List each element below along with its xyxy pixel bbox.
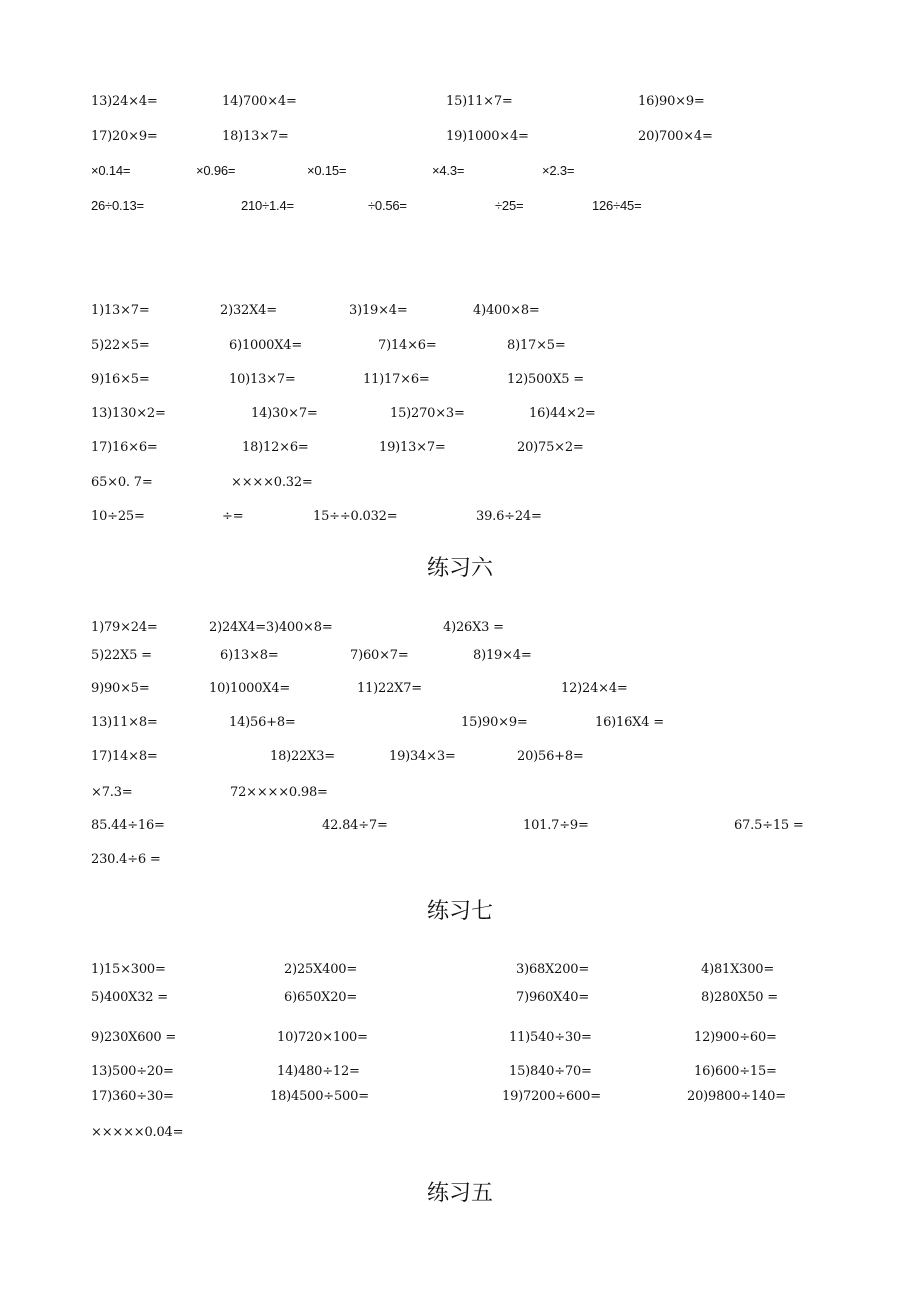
math-problem: 15)11×7=	[446, 94, 513, 109]
math-problem: 18)13×7=	[222, 129, 289, 144]
section-heading: 练习五	[426, 1181, 493, 1206]
math-problem: 17)360÷30=	[91, 1089, 174, 1104]
math-problem: 5)22×5=	[91, 338, 150, 353]
math-problem: 6)650X20=	[284, 990, 358, 1005]
problem-row	[0, 1121, 920, 1145]
math-problem: 4)26X3 =	[443, 620, 504, 635]
math-problem: ÷25=	[495, 198, 524, 213]
math-problem: 12)24×4=	[561, 681, 628, 696]
math-problem: ××××0.32=	[231, 475, 313, 490]
problem-row	[0, 125, 920, 149]
math-problem: 9)230X600 =	[91, 1030, 177, 1045]
math-problem: 17)20×9=	[91, 129, 158, 144]
math-problem: 18)22X3=	[270, 749, 335, 764]
math-problem: 6)1000X4=	[229, 338, 303, 353]
math-problem: 2)25X400=	[284, 962, 358, 977]
math-problem: 14)30×7=	[251, 406, 318, 421]
problem-row	[0, 781, 920, 805]
math-problem: 10÷25=	[91, 509, 145, 524]
problem-row	[0, 471, 920, 495]
math-problem: 16)90×9=	[638, 94, 705, 109]
math-problem: 3)19×4=	[349, 303, 408, 318]
math-problem: 8)17×5=	[507, 338, 566, 353]
math-problem: 15)840÷70=	[509, 1064, 592, 1079]
math-problem: 14)480÷12=	[277, 1064, 360, 1079]
math-problem: 2)32X4=	[220, 303, 277, 318]
math-problem: 39.6÷24=	[476, 509, 542, 524]
section-heading: 练习七	[426, 899, 493, 924]
math-problem: 20)700×4=	[638, 129, 713, 144]
problem-row	[0, 616, 920, 640]
math-problem: 14)56+8=	[229, 715, 296, 730]
math-problem: 12)500X5 =	[507, 372, 584, 387]
math-problem: 11)22X7=	[357, 681, 422, 696]
problem-row	[0, 677, 920, 701]
section-heading: 练习六	[426, 556, 493, 581]
math-problem: 18)12×6=	[242, 440, 309, 455]
problem-row	[0, 848, 920, 872]
problem-row	[0, 159, 920, 183]
math-problem: ÷0.56=	[368, 198, 407, 213]
problem-row	[0, 368, 920, 392]
problem-row	[0, 402, 920, 426]
problem-row	[0, 90, 920, 114]
math-problem: 85.44÷16=	[91, 818, 165, 833]
math-problem: 13)500÷20=	[91, 1064, 174, 1079]
math-problem: 101.7÷9=	[523, 818, 589, 833]
math-problem: 1)13×7=	[91, 303, 150, 318]
math-problem: 7)14×6=	[378, 338, 437, 353]
math-problem: 11)540÷30=	[509, 1030, 592, 1045]
math-problem: ÷=	[222, 509, 244, 524]
math-problem: 7)960X40=	[516, 990, 590, 1005]
math-problem: 12)900÷60=	[694, 1030, 777, 1045]
math-problem: 15)90×9=	[461, 715, 528, 730]
math-problem: 9)90×5=	[91, 681, 150, 696]
math-problem: 13)11×8=	[91, 715, 158, 730]
problem-row	[0, 1026, 920, 1050]
math-problem: 17)14×8=	[91, 749, 158, 764]
math-problem: 4)81X300=	[701, 962, 775, 977]
problem-row	[0, 745, 920, 769]
math-problem: 13)130×2=	[91, 406, 166, 421]
math-problem: 20)56+8=	[517, 749, 584, 764]
problem-row	[0, 334, 920, 358]
math-problem: 210÷1.4=	[241, 198, 294, 213]
math-problem: 4)400×8=	[473, 303, 540, 318]
math-problem: ×7.3=	[91, 785, 133, 800]
problem-row	[0, 299, 920, 323]
math-problem: 7)60×7=	[350, 648, 409, 663]
math-problem: 3)68X200=	[516, 962, 590, 977]
math-problem: 1)79×24=	[91, 620, 158, 635]
problem-row	[0, 958, 920, 982]
math-problem: 11)17×6=	[363, 372, 430, 387]
math-problem: 10)13×7=	[229, 372, 296, 387]
problem-row	[0, 814, 920, 838]
math-problem: ×0.14=	[91, 163, 131, 178]
math-problem: 16)600÷15=	[694, 1064, 777, 1079]
math-problem: 20)75×2=	[517, 440, 584, 455]
math-problem: ×××××0.04=	[91, 1125, 184, 1140]
problem-row	[0, 436, 920, 460]
math-problem: 8)19×4=	[473, 648, 532, 663]
math-problem: 6)13×8=	[220, 648, 279, 663]
problem-row	[0, 1060, 920, 1084]
math-problem: 9)16×5=	[91, 372, 150, 387]
math-problem: 19)7200÷600=	[502, 1089, 601, 1104]
math-problem: 13)24×4=	[91, 94, 158, 109]
math-problem: 42.84÷7=	[322, 818, 388, 833]
math-problem: 2)24X4=3)400×8=	[209, 620, 333, 635]
math-problem: 16)16X4 =	[595, 715, 664, 730]
problem-row	[0, 986, 920, 1010]
math-problem: 19)1000×4=	[446, 129, 529, 144]
math-problem: 15)270×3=	[390, 406, 465, 421]
math-problem: 5)400X32 =	[91, 990, 168, 1005]
math-problem: 1)15×300=	[91, 962, 166, 977]
math-problem: 10)1000X4=	[209, 681, 291, 696]
math-problem: 17)16×6=	[91, 440, 158, 455]
math-problem: 20)9800÷140=	[687, 1089, 786, 1104]
math-problem: 26÷0.13=	[91, 198, 144, 213]
math-problem: 19)34×3=	[389, 749, 456, 764]
math-problem: 72××××0.98=	[230, 785, 328, 800]
math-problem: 14)700×4=	[222, 94, 297, 109]
math-problem: 16)44×2=	[529, 406, 596, 421]
problem-row	[0, 505, 920, 529]
math-problem: 15÷÷0.032=	[313, 509, 398, 524]
problem-row	[0, 194, 920, 218]
math-problem: 67.5÷15 =	[734, 818, 804, 833]
math-problem: ×2.3=	[542, 163, 575, 178]
problem-row	[0, 644, 920, 668]
math-problem: 230.4÷6 =	[91, 852, 161, 867]
math-problem: 65×0. 7=	[91, 475, 153, 490]
math-problem: 8)280X50 =	[701, 990, 778, 1005]
math-problem: ×4.3=	[432, 163, 465, 178]
math-problem: 19)13×7=	[379, 440, 446, 455]
math-problem: ×0.96=	[196, 163, 236, 178]
problem-row	[0, 711, 920, 735]
problem-row	[0, 1085, 920, 1109]
math-problem: 126÷45=	[592, 198, 642, 213]
math-problem: 18)4500÷500=	[270, 1089, 369, 1104]
math-problem: 5)22X5 =	[91, 648, 152, 663]
math-problem: ×0.15=	[307, 163, 347, 178]
math-problem: 10)720×100=	[277, 1030, 368, 1045]
